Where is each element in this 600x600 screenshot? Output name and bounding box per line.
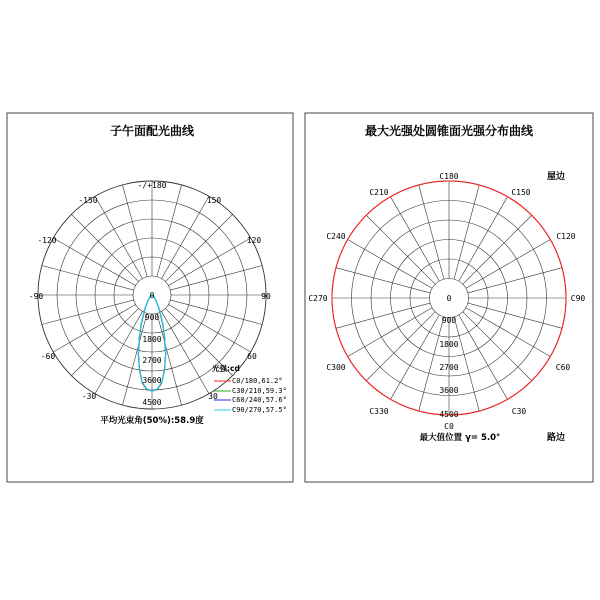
- right-footer-max-position: 最大值位置 γ= 5.0°: [419, 433, 501, 443]
- left-radial-label-1800: 1800: [142, 335, 162, 344]
- right-radial-label-4500: 4500: [439, 410, 459, 419]
- right-radial-label-2700: 2700: [439, 363, 459, 372]
- right-angle-label-c90: C90: [570, 294, 586, 303]
- left-radial-label-4500: 4500: [142, 398, 162, 407]
- grid-spoke: [157, 185, 182, 277]
- right-angle-label-c300: C300: [326, 363, 346, 372]
- grid-spoke: [71, 214, 138, 281]
- left-radial-label-0: 0: [149, 291, 155, 300]
- grid-spoke: [366, 312, 435, 381]
- left-angle-label-60: 60: [247, 352, 257, 361]
- grid-spoke: [419, 185, 444, 279]
- left-angle-label-150: 150: [206, 196, 222, 205]
- right-angle-label-c30: C30: [511, 407, 527, 416]
- left-angle-label-120: 120: [246, 236, 262, 245]
- right-radial-label-0: 0: [446, 294, 452, 303]
- grid-spoke: [42, 265, 134, 290]
- grid-spoke: [165, 214, 232, 281]
- left-radial-label-900: 900: [144, 313, 160, 322]
- legend-label-c0: C0/180,61.2°: [232, 377, 283, 385]
- left-angle-label-m150: -150: [78, 196, 98, 205]
- left-radial-label-2700: 2700: [142, 356, 162, 365]
- right-angle-label-c180: C180: [439, 172, 459, 181]
- right-angle-label-c0: C0: [444, 422, 454, 431]
- legend-label-c90: C90/270,57.5°: [232, 406, 287, 414]
- legend-label-c30: C30/210,59.3°: [232, 387, 287, 395]
- left-angle-label-m30: -30: [81, 392, 97, 401]
- right-angle-label-c240: C240: [326, 232, 346, 241]
- right-chart-title: 最大光强处圆锥面光强分布曲线: [364, 124, 534, 138]
- grid-spoke: [463, 215, 532, 284]
- left-angle-label-m90: -90: [28, 292, 44, 301]
- corner-label-house-side: 屋边: [546, 172, 566, 182]
- grid-spoke: [468, 268, 562, 293]
- legend-title: 光强:cd: [212, 364, 240, 373]
- right-angle-label-c150: C150: [511, 188, 531, 197]
- right-angle-label-c120: C120: [556, 232, 576, 241]
- left-footer-beam-angle: 平均光束角(50%):58.9度: [100, 416, 204, 426]
- grid-spoke: [170, 300, 262, 325]
- grid-spoke: [366, 215, 435, 284]
- grid-spoke: [454, 185, 479, 279]
- left-angle-label-90: 90: [261, 292, 271, 301]
- left-angle-label-top: -/+180: [137, 181, 167, 190]
- legend-label-c60: C60/240,57.6°: [232, 396, 287, 404]
- left-angle-label-m60: -60: [40, 352, 56, 361]
- grid-spoke: [336, 303, 430, 328]
- right-angle-label-c330: C330: [369, 407, 389, 416]
- right-angle-label-c60: C60: [555, 363, 571, 372]
- left-legend: [212, 363, 287, 414]
- right-radial-label-1800: 1800: [439, 340, 459, 349]
- grid-spoke: [42, 300, 134, 325]
- right-angle-label-c270: C270: [308, 294, 328, 303]
- grid-spoke: [122, 185, 147, 277]
- grid-spoke: [468, 303, 562, 328]
- corner-label-road-side: 路边: [546, 433, 566, 443]
- left-angle-label-30: 30: [208, 392, 218, 401]
- grid-spoke: [170, 265, 262, 290]
- left-chart-title: 子午面配光曲线: [109, 124, 195, 138]
- left-radial-label-3600: 3600: [142, 376, 162, 385]
- grid-spoke: [463, 312, 532, 381]
- grid-spoke: [71, 308, 138, 375]
- left-angle-label-m120: -120: [37, 236, 57, 245]
- right-radial-label-900: 900: [441, 316, 457, 325]
- grid-spoke: [336, 268, 430, 293]
- right-angle-label-c210: C210: [369, 188, 389, 197]
- right-radial-label-3600: 3600: [439, 386, 459, 395]
